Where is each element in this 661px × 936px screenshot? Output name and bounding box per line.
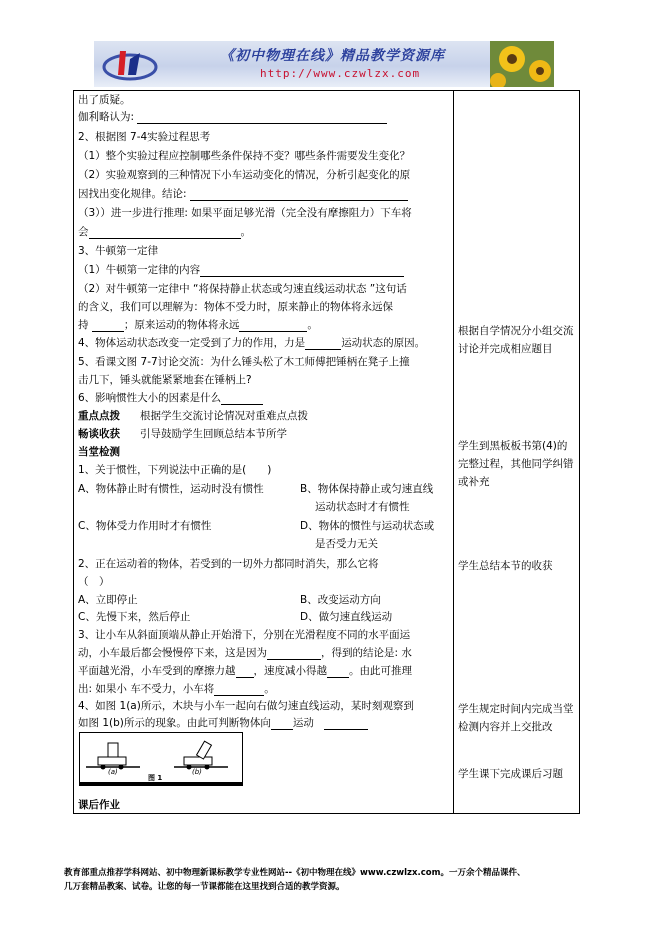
- option: 运动状态时才有惯性: [315, 501, 410, 513]
- activity-note: 学生到黑板板书第(4)的完整过程，其他同学纠错或补充: [458, 440, 574, 488]
- text-line: 出: 如果小 车不受力，小车将 。: [78, 683, 275, 695]
- footer-line: 教育部重点推荐学科网站、初中物理新课标教学专业性网站--《初中物理在线》www.czwlzx.com。一万余个精品课件、: [64, 868, 526, 878]
- question-4: 4、如图 1(a)所示，木块与小车一起向右做匀速直线运动，某时刻观察到: [78, 700, 414, 712]
- activity-note: 学生课下完成课后习题: [458, 768, 563, 780]
- option: 是否受力无关: [315, 538, 378, 550]
- option: A、立即停止: [78, 594, 138, 606]
- text-line: （2）对牛顿第一定律中 “将保持静止状态或匀速直线运动状态 ”这句话: [78, 283, 407, 295]
- activity-note: 学生规定时间内完成当堂检测内容并上交批改: [458, 703, 574, 733]
- activity-note: 根据自学情况分小组交流讨论并完成相应题目: [458, 325, 574, 355]
- sunflower-icon: [490, 41, 554, 87]
- section-heading: 畅谈收获 引导鼓励学生回顾总结本节所学: [78, 428, 288, 440]
- text-line: 持 ；原来运动的物体将永远 。: [78, 319, 318, 331]
- footer-line: 几万套精品教案、试卷。让您的每一节课都能在这里找到合适的教学资源。: [64, 882, 345, 892]
- text-line: 动，小车最后都会慢慢停下来，这是因为 ，得到的结论是: 水: [78, 647, 412, 659]
- text-line: 会 。: [78, 226, 251, 238]
- option: C、先慢下来，然后停止: [78, 611, 191, 623]
- text-line: 击几下，锤头就能紧紧地套在锤柄上?: [78, 374, 252, 386]
- text-line: （1）牛顿第一定律的内容: [78, 263, 404, 277]
- question-1: 1、关于惯性，下列说法中正确的是( ): [78, 464, 272, 476]
- question-2: 2、正在运动着的物体，若受到的一切外力都同时消失，那么它将: [78, 558, 379, 570]
- site-logo-icon: [100, 45, 158, 83]
- activity-note: 学生总结本节的收获: [458, 560, 553, 572]
- text-line: 5、看课文图 7-7讨论交流：为什么锤头松了木工师傅把锤柄在凳子上撞: [78, 356, 410, 368]
- option: D、做匀速直线运动: [300, 611, 393, 623]
- text-line: 的含义，我们可以理解为：物体不受力时，原来静止的物体将永远保: [78, 301, 393, 313]
- text-line: 出了质疑。: [78, 94, 131, 106]
- banner-title: 《初中物理在线》精品教学资源库: [220, 48, 445, 64]
- text-line: 3、牛顿第一定律: [78, 245, 159, 257]
- text-line: 4、物体运动状态改变一定受到了力的作用，力是 运动状态的原因。: [78, 337, 426, 349]
- header-banner: [94, 41, 554, 87]
- text-line: 因找出变化规律。结论:: [78, 187, 408, 201]
- question-3: 3、让小车从斜面顶端从静止开始滑下，分别在光滑程度不同的水平面运: [78, 629, 411, 641]
- column-divider: [453, 90, 454, 814]
- figure-label-b: (b): [192, 768, 202, 776]
- text-line: （3））进一步进行推理: 如果平面足够光滑（完全没有摩擦阻力）下车将: [78, 207, 412, 219]
- banner-url[interactable]: http://www.czwlzx.com: [260, 67, 421, 80]
- option: B、改变运动方向: [300, 594, 381, 606]
- text-line: 平面越光滑，小车受到的摩擦力越 ，速度减小得越 。由此可推理: [78, 665, 412, 677]
- option: B、物体保持静止或匀速直线: [300, 483, 434, 495]
- figure-1: [79, 732, 243, 786]
- text-line: 6、影响惯性大小的因素是什么: [78, 391, 263, 405]
- text-line: （1）整个实验过程应控制哪些条件保持不变？哪些条件需要发生变化？: [78, 150, 411, 162]
- section-heading: 重点点拨 根据学生交流讨论情况对重难点点拨: [78, 410, 309, 422]
- section-heading: 课后作业: [78, 799, 120, 811]
- figure-label-a: (a): [108, 768, 118, 776]
- figure-caption: 图 1: [148, 774, 163, 782]
- text-line: （2）实验观察到的三种情况下小车运动变化的情况，分析引起变化的原: [78, 169, 411, 181]
- option: C、物体受力作用时才有惯性: [78, 520, 212, 532]
- option: D、物体的惯性与运动状态或: [300, 520, 435, 532]
- section-heading: 当堂检测: [78, 446, 120, 458]
- text-line: 如图 1(b)所示的现象。由此可判断物体向 运动: [78, 716, 368, 730]
- option: A、物体静止时有惯性，运动时没有惯性: [78, 483, 264, 495]
- text-line: 2、根据图 7-4实验过程思考: [78, 131, 211, 143]
- text-line: 伽利略认为:: [78, 110, 387, 124]
- text-line: （ ）: [78, 576, 110, 588]
- page-footer: [64, 866, 624, 894]
